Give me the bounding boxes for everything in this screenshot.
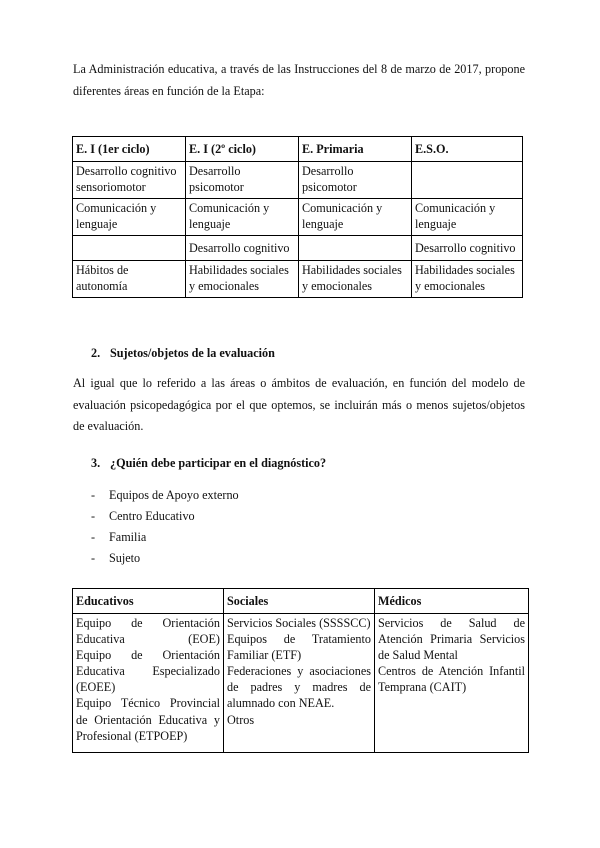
entity-item: Equipos de Tratamiento Familiar (ETF) [227,632,371,663]
participants-table [72,588,529,753]
header-cell: Médicos [375,589,529,614]
list-item-label: Sujeto [109,551,141,565]
bullet-dash: - [91,488,96,502]
table-cell [375,614,529,753]
header-cell: E. I (1er ciclo) [73,137,186,162]
table-cell: Comunicación y lenguaje [412,199,523,236]
bullet-dash: - [91,509,96,523]
section2-paragraph: Al igual que lo referido a las áreas o ámbitos de evaluación, en función del modelo de evaluación psicopedagógica por el que optemos, se incluirán más o menos sujetos/objetos de evaluación. [73,376,525,433]
bullet-dash: - [91,530,96,544]
table-cell: Comunicación y lenguaje [73,199,186,236]
entity-item: Equipo de Orientación Educativa (EOE) [76,616,220,647]
participants-table-header [73,589,529,614]
list-item [91,485,239,506]
list-item-label: Equipos de Apoyo externo [109,488,239,502]
areas-table [72,136,523,298]
table-cell: Desarrollo psicomotor [186,162,299,199]
section-title: ¿Quién debe participar en el diagnóstico? [110,456,327,470]
table-cell [224,614,375,753]
section-heading-3 [91,456,326,471]
entity-item: Servicios de Salud de Atención Primaria Servicios de Salud Mental [378,616,525,663]
table-row [73,236,523,261]
table-cell: Comunicación y lenguaje [186,199,299,236]
list-item [91,548,239,569]
table-row [73,614,529,753]
table-cell: Habilidades sociales y emocionales [186,261,299,298]
header-cell: E.S.O. [412,137,523,162]
section-title: Sujetos/objetos de la evaluación [110,346,275,360]
table-row [73,199,523,236]
list-item [91,527,239,548]
table-cell: Habilidades sociales y emocionales [299,261,412,298]
list-item-label: Centro Educativo [109,509,195,523]
table-cell: Desarrollo cognitivo [186,236,299,261]
table-row [73,261,523,298]
entity-item: Equipo de Orientación Educativa Especializado (EOEE) [76,648,220,695]
areas-table-header [73,137,523,162]
section-number: 3. [91,456,101,470]
entity-item: Federaciones y asociaciones de padres y madres de alumnado con NEAE. [227,664,371,711]
header-cell: E. I (2º ciclo) [186,137,299,162]
table-cell: Desarrollo psicomotor [299,162,412,199]
intro-paragraph: La Administración educativa, a través de las Instrucciones del 8 de marzo de 2017, propone diferentes áreas en función de la Etapa: [73,62,525,98]
header-cell: Educativos [73,589,224,614]
table-cell [73,236,186,261]
table-cell [412,162,523,199]
table-row [73,162,523,199]
table-cell: Comunicación y lenguaje [299,199,412,236]
list-item [91,506,239,527]
list-item-label: Familia [109,530,147,544]
entity-item: Centros de Atención Infantil Temprana (CAIT) [378,664,525,695]
table-cell: Hábitos de autonomía [73,261,186,298]
entity-item: Equipo Técnico Provincial de Orientación Educativa y Profesional (ETPOEP) [76,696,220,743]
table-cell: Habilidades sociales y emocionales [412,261,523,298]
bullet-dash: - [91,551,96,565]
entity-item: Otros [227,712,255,727]
entity-item: Servicios Sociales (SSSSCC) [227,616,371,630]
table-cell [299,236,412,261]
header-cell: E. Primaria [299,137,412,162]
participants-list [91,485,239,569]
table-cell [73,614,224,753]
section-number: 2. [91,346,101,360]
header-cell: Sociales [224,589,375,614]
section-heading-2 [91,346,275,361]
table-cell: Desarrollo cognitivo [412,236,523,261]
table-cell: Desarrollo cognitivo sensoriomotor [73,162,186,199]
